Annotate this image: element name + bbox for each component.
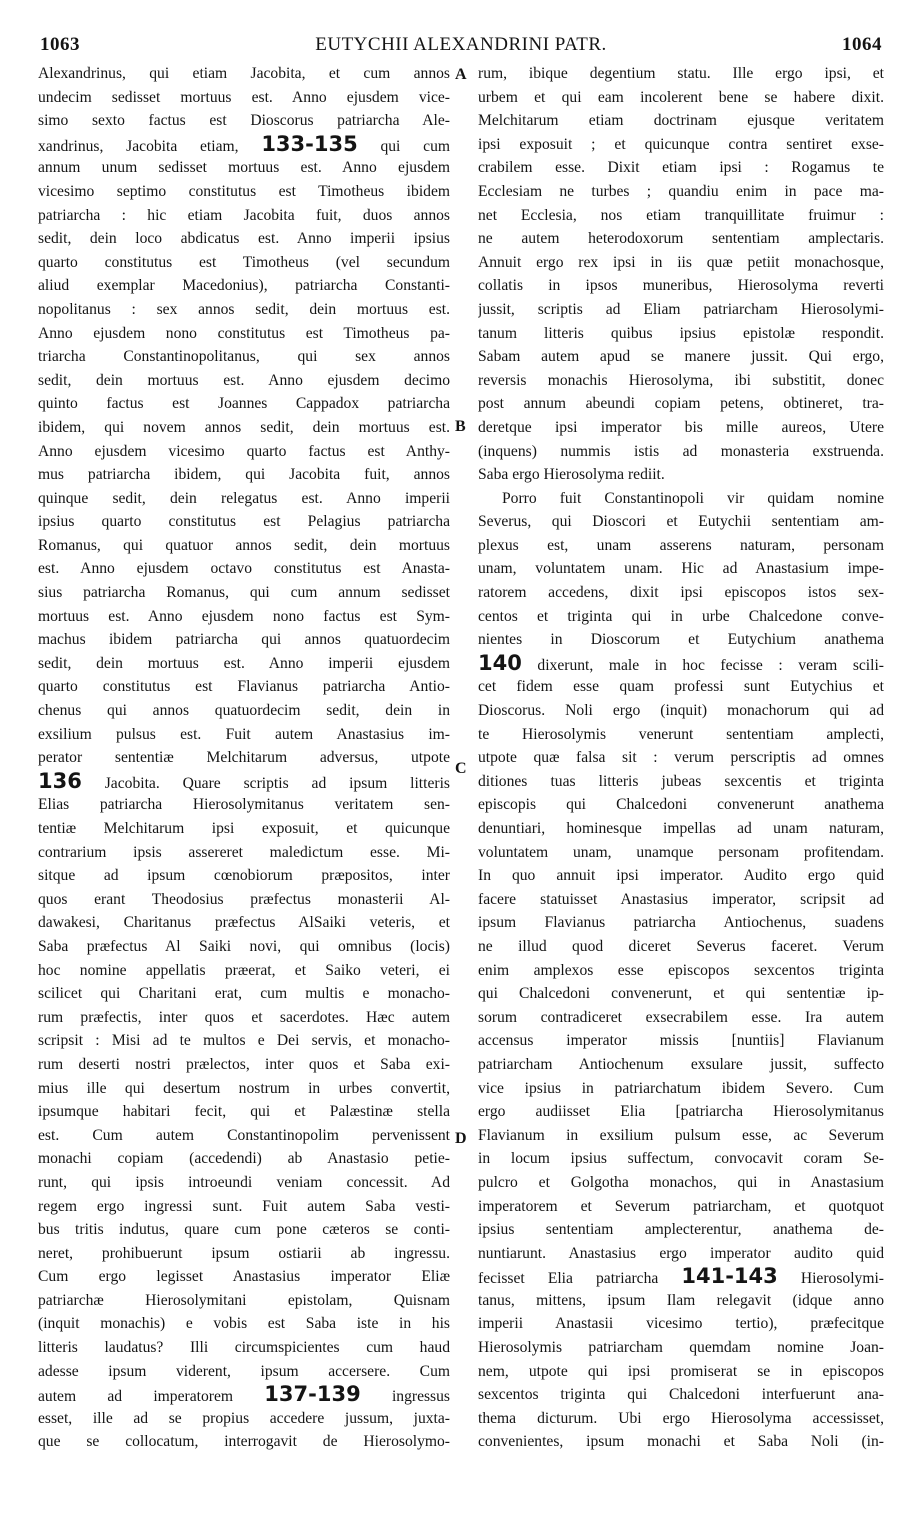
line-text-tail: qui cum xyxy=(357,137,450,155)
right-text-line: tanus, mittens, ipsum Ilam relegavit (idque anno xyxy=(478,1291,884,1309)
left-text-line: ipsius quarto constitutus est Pelagius patriarcha xyxy=(38,513,450,531)
right-text-line: tanum litteris quibus ipsius epistolæ respondit. xyxy=(478,324,884,342)
marginal-number: 141-143 xyxy=(681,1265,778,1289)
left-text-line: mius ille qui desertum nostrum in urbes convertit, xyxy=(38,1079,450,1097)
left-text-line: tentiæ Melchitarum ipsi exposuit, et quicunque xyxy=(38,820,450,837)
right-text-line: accensus imperator missis [nuntiis] Flavianum xyxy=(478,1032,884,1050)
line-text: dixerunt, male in hoc fecisse : veram scili- xyxy=(521,656,884,674)
right-text-line: urbem et qui eam incolerent bene se habere dixit. xyxy=(478,88,884,106)
left-page-number: 1063 xyxy=(40,34,80,55)
left-text-line: regem ergo ingressi sunt. Fuit autem Saba vesti- xyxy=(38,1197,450,1215)
right-text-line: reversis monachis Hierosolyma, ibi substitit, donec xyxy=(478,371,884,389)
left-text-line: nopolitanus : sex annos sedit, dein mortuus est. xyxy=(38,300,450,318)
right-text-line: ipsum Flavianus patriarcha Antiochenus, suadens xyxy=(478,914,884,932)
right-text-line: ipsi exposuit ; et quicunque contra sentiret exse- xyxy=(478,135,884,153)
right-page-number: 1064 xyxy=(842,34,882,55)
right-text-line: Severus, qui Dioscori et Eutychii sententiam am- xyxy=(478,513,884,531)
left-text-line: mus patriarcha ibidem, qui Jacobita fuit, annos xyxy=(38,466,450,484)
left-text-line: ipsumque habitari fecit, qui et Palæstinæ stella xyxy=(38,1103,450,1121)
page-header xyxy=(40,34,882,60)
right-text-line: Flavianum in exsilium pulsum esse, ac Severum xyxy=(478,1126,884,1144)
right-text-line: qui Chalcedoni convenerunt, et qui sententiæ ip- xyxy=(478,985,884,1003)
left-text-line: ibidem, qui novem annos sedit, dein mortuus est. xyxy=(38,418,450,436)
right-text-line: imperatorem et Severum patriarcham, et quotquot xyxy=(478,1197,884,1215)
right-text-line: Porro fuit Constantinopoli vir quidam nomine xyxy=(502,489,884,507)
margin-letter-b: B xyxy=(455,418,466,435)
right-text-line: nientes in Dioscorum et Eutychium anathema xyxy=(478,631,884,649)
left-text-line: sitque ad ipsum cœnobiorum præpositos, inter xyxy=(38,867,450,885)
left-text-line: vicesimo septimo constitutus est Timotheus ibidem xyxy=(38,182,450,200)
margin-letter-c: C xyxy=(455,760,467,777)
left-text-line: Anno ejusdem vicesimo quarto factus est Anthy- xyxy=(38,442,450,460)
left-text-line: exsilium pulsus est. Fuit autem Anastasius im- xyxy=(38,725,450,743)
right-text-line: Hierosolymis patriarcham quemdam nomine Joan- xyxy=(478,1339,884,1357)
left-text-line: monachi copiam (accedendi) ab Anastasio petie- xyxy=(38,1150,450,1168)
right-text-line: post annum abeundi copiam petens, obtineret, tra- xyxy=(478,395,884,413)
right-text-line: deretque ipsi imperator bis mille aureos, Utere xyxy=(478,418,884,436)
right-text-line: crabilem esse. Dixit etiam ipsi : Rogamus te xyxy=(478,159,884,177)
left-text-line: Anno ejusdem nono constitutus est Timotheus pa- xyxy=(38,324,450,342)
right-text-line: te Hierosolymis venerunt sententiam amplecti, xyxy=(478,725,884,743)
right-text-line: sexcentos triginta qui Chalcedoni interfuerunt ana- xyxy=(478,1386,884,1404)
left-text-line: patriarcha : hic etiam Jacobita fuit, duos annos xyxy=(38,206,450,224)
right-text-line: in locum ipsius suffectum, convocavit coram Se- xyxy=(478,1150,884,1168)
right-text-line: ditiones tuas litteris jubeas sexcentis et triginta xyxy=(478,772,884,790)
margin-letter-a: A xyxy=(455,66,467,83)
left-column xyxy=(38,62,450,1454)
left-text-line: que se collocatum, interrogavit de Hierosolymo- xyxy=(38,1433,450,1451)
left-text-line: neret, prohibuerunt ipsum ostiarii ab ingressu. xyxy=(38,1244,450,1262)
right-text-line: Melchitarum etiam doctrinam ejusque veritatem xyxy=(478,112,884,130)
left-text-line: Elias patriarcha Hierosolymitanus veritatem sen- xyxy=(38,796,450,814)
left-text-line: mortuus est. Anno ejusdem nono factus est Sym- xyxy=(38,607,450,625)
left-text-line: Cum ergo legisset Anastasius imperator Eliæ xyxy=(38,1268,450,1286)
right-text-line: rum, ibique degentium statu. Ille ergo ipsi, et xyxy=(478,65,884,82)
left-text-line: scripsit : Misi ad te multos e Dei servis, et monacho- xyxy=(38,1032,450,1050)
right-text-line: Saba ergo Hierosolyma rediit. xyxy=(478,466,665,484)
right-text-line: plexus est, unam asserens naturam, personam xyxy=(478,536,884,554)
left-text-line: sedit, dein loco abdicatus est. Anno imperii ipsius xyxy=(38,230,450,248)
left-text-line: sedit, dein mortuus est. Anno imperii ejusdem xyxy=(38,654,450,672)
right-text-line: ratorem accedens, dixit ipsi episcopos istos sex- xyxy=(478,584,884,602)
left-text-line: patriarchæ Hierosolymitani epistolam, Quisnam xyxy=(38,1291,450,1309)
left-text-line: contrarium ipsis assereret maledictum esse. Mi- xyxy=(38,843,450,861)
left-text-line: (inquit monachis) e vobis est Saba iste in his xyxy=(38,1315,450,1333)
marginal-number: 136 xyxy=(38,769,82,793)
right-text-line: cet fidem esse quam professi sunt Eutychius et xyxy=(478,678,884,696)
line-text: autem ad imperatorem xyxy=(38,1388,265,1406)
marginal-number: 137-139 xyxy=(264,1383,361,1407)
right-text-line: enim amplexos esse episcopos sexcentos triginta xyxy=(478,961,884,979)
right-text-line: thema dicturum. Ubi ergo Hierosolyma accessisset, xyxy=(478,1409,884,1427)
right-text-line xyxy=(478,1265,884,1289)
right-text-line: episcopis qui Chalcedoni convenerunt anathema xyxy=(478,796,884,814)
left-text-line: hoc nomine appellatis præerat, et Saiko veteri, ei xyxy=(38,961,450,979)
left-text-line: aliud exemplar Macedonius), patriarcha Constanti- xyxy=(38,277,450,295)
right-text-line: (inquens) nummis istis ad monasteria exstruenda. xyxy=(478,442,884,460)
margin-letter-d: D xyxy=(455,1130,467,1147)
left-text-line: annum unum sedisset mortuus est. Anno ejusdem xyxy=(38,159,450,177)
left-text-line: sius patriarcha Romanus, qui cum annum sedisset xyxy=(38,584,450,602)
right-text-line: Dioscorus. Noli ergo (inquit) monachorum qui ad xyxy=(478,702,884,720)
right-text-line: sorum contradiceret exsecrabilem esse. Ira autem xyxy=(478,1008,884,1026)
left-text-line: quarto constitutus est Timotheus (vel secundum xyxy=(38,253,450,271)
left-text-line: esset, ille ad se propius accedere jussum, juxta- xyxy=(38,1409,450,1427)
line-text-tail: Hierosolymi- xyxy=(777,1270,884,1288)
right-text-line: imperii Anastasii vicesimo tertio), præfecitque xyxy=(478,1315,884,1333)
line-text: fecisset Elia patriarcha xyxy=(478,1270,682,1288)
left-text-line: runt, qui ipsis introeundi veniam concessit. Ad xyxy=(38,1173,450,1191)
left-text-line: scilicet qui Charitani erat, cum multis e monacho- xyxy=(38,985,450,1003)
line-text: xandrinus, Jacobita etiam, xyxy=(38,137,262,155)
left-text-line: simo sexto factus est Dioscorus patriarcha Ale- xyxy=(38,112,450,130)
right-text-line: In quo annuit ipsi imperator. Audito ergo quid xyxy=(478,867,884,885)
right-text-line: ne autem heterodoxorum sententiam amplectaris. xyxy=(478,230,884,248)
left-text-line: est. Cum autem Constantinopolim pervenissent xyxy=(38,1126,450,1144)
right-text-line xyxy=(478,652,884,676)
left-text-line: undecim sedisset mortuus est. Anno ejusdem vice- xyxy=(38,88,450,106)
right-text-line: pulcro et Golgotha monachos, qui in Anastasium xyxy=(478,1173,884,1191)
left-text-line: dawakesi, Charitanus præfectus AlSaiki veteris, et xyxy=(38,914,450,932)
right-column xyxy=(478,62,884,1454)
right-text-line: nuntiarunt. Anastasius ergo imperator audito quid xyxy=(478,1244,884,1262)
left-text-line: quinto factus est Joannes Cappadox patriarcha xyxy=(38,395,450,413)
right-text-line: utpote quæ falsa sit : verum perscriptis ad omnes xyxy=(478,749,884,767)
right-text-line: centos et triginta qui in urbe Chalcedone conve- xyxy=(478,607,884,625)
left-text-line: bus tritis indutus, quare cum pone cæteros se conti- xyxy=(38,1221,450,1239)
right-text-line: Annuit ergo rex ipsi in iis quæ petiit monachosque, xyxy=(478,253,884,271)
line-text: Jacobita. Quare scriptis ad ipsum litteris xyxy=(81,774,450,792)
line-text-tail: ingressus xyxy=(360,1388,450,1406)
right-text-line: facere statuisset Anastasius imperator, scripsit ad xyxy=(478,890,884,908)
right-text-line: jussit, scriptis ad Eliam patriarcham Hierosolymi- xyxy=(478,300,884,318)
marginal-number: 140 xyxy=(478,651,522,675)
right-text-line: unam, voluntatem unam. Hic ad Anastasium impe- xyxy=(478,560,884,578)
left-text-line: perator sententiæ Melchitarum adversus, utpote xyxy=(38,749,450,767)
right-text-line: net Ecclesia, nos etiam tranquillitate fruimur : xyxy=(478,206,884,224)
right-text-line: voluntatem unam, unamque personam profitendam. xyxy=(478,843,884,861)
left-text-line xyxy=(38,770,450,794)
right-text-line: collatis in ipsos muneribus, Hierosolyma reverti xyxy=(478,277,884,295)
left-text-line: adesse ipsum viderent, ipsum accersere. Cum xyxy=(38,1362,450,1380)
left-text-line: triarcha Constantinopolitanus, qui sex annos xyxy=(38,348,450,366)
left-text-line: Alexandrinus, qui etiam Jacobita, et cum annos xyxy=(38,65,450,82)
left-text-line: Saba præfectus Al Saiki novi, qui omnibus (locis) xyxy=(38,937,450,955)
left-text-line: machus ibidem patriarcha qui annos quatuordecim xyxy=(38,631,450,649)
left-text-line: quarto constitutus est Flavianus patriarcha Antio- xyxy=(38,678,450,696)
right-text-line: ergo audiisset Elia [patriarcha Hierosolymitanus xyxy=(478,1103,884,1121)
right-text-line: ipsius sententiam amplecterentur, anathema de- xyxy=(478,1221,884,1239)
left-text-line: rum præfectis, inter quos et sacerdotes. Hæc autem xyxy=(38,1008,450,1026)
left-text-line: rum deserti nostri prælectos, inter quos et Saba exi- xyxy=(38,1055,450,1073)
right-text-line: Ecclesiam ne turbes ; quandiu enim in pace ma- xyxy=(478,182,884,200)
left-text-line: est. Anno ejusdem octavo constitutus est Anasta- xyxy=(38,560,450,578)
left-text-line: chenus qui annos quatuordecim sedit, dein in xyxy=(38,702,450,720)
right-text-line: denuntiari, hominesque impellas ad unam naturam, xyxy=(478,820,884,837)
running-title: EUTYCHII ALEXANDRINI PATR. xyxy=(315,34,607,55)
right-text-line: vice ipsius in patriarchatum ibidem Severo. Cum xyxy=(478,1079,884,1097)
right-text-line: ne illud quod diceret Severus faceret. Verum xyxy=(478,937,884,955)
right-text-line: patriarcham Antiochenum exsulare jussit, suffecto xyxy=(478,1055,884,1073)
left-text-line: quinque sedit, dein relegatus est. Anno imperii xyxy=(38,489,450,507)
left-text-line: quos erant Theodosius præfectus monasterii Al- xyxy=(38,890,450,908)
left-text-line xyxy=(38,1383,450,1407)
left-text-line: sedit, dein mortuus est. Anno ejusdem decimo xyxy=(38,371,450,389)
marginal-number: 133-135 xyxy=(261,132,358,156)
left-text-line: Romanus, qui quatuor annos sedit, dein mortuus xyxy=(38,536,450,554)
right-text-line: convenientes, ipsum monachi et Saba Noli (in- xyxy=(478,1433,884,1451)
left-text-line xyxy=(38,133,450,157)
right-text-line: Sabam autem apud se manere jussit. Qui ergo, xyxy=(478,348,884,366)
left-text-line: litteris laudatus? Illi circumspicientes cum haud xyxy=(38,1339,450,1357)
right-text-line: nem, utpote qui ipsi promiserat se in episcopos xyxy=(478,1362,884,1380)
